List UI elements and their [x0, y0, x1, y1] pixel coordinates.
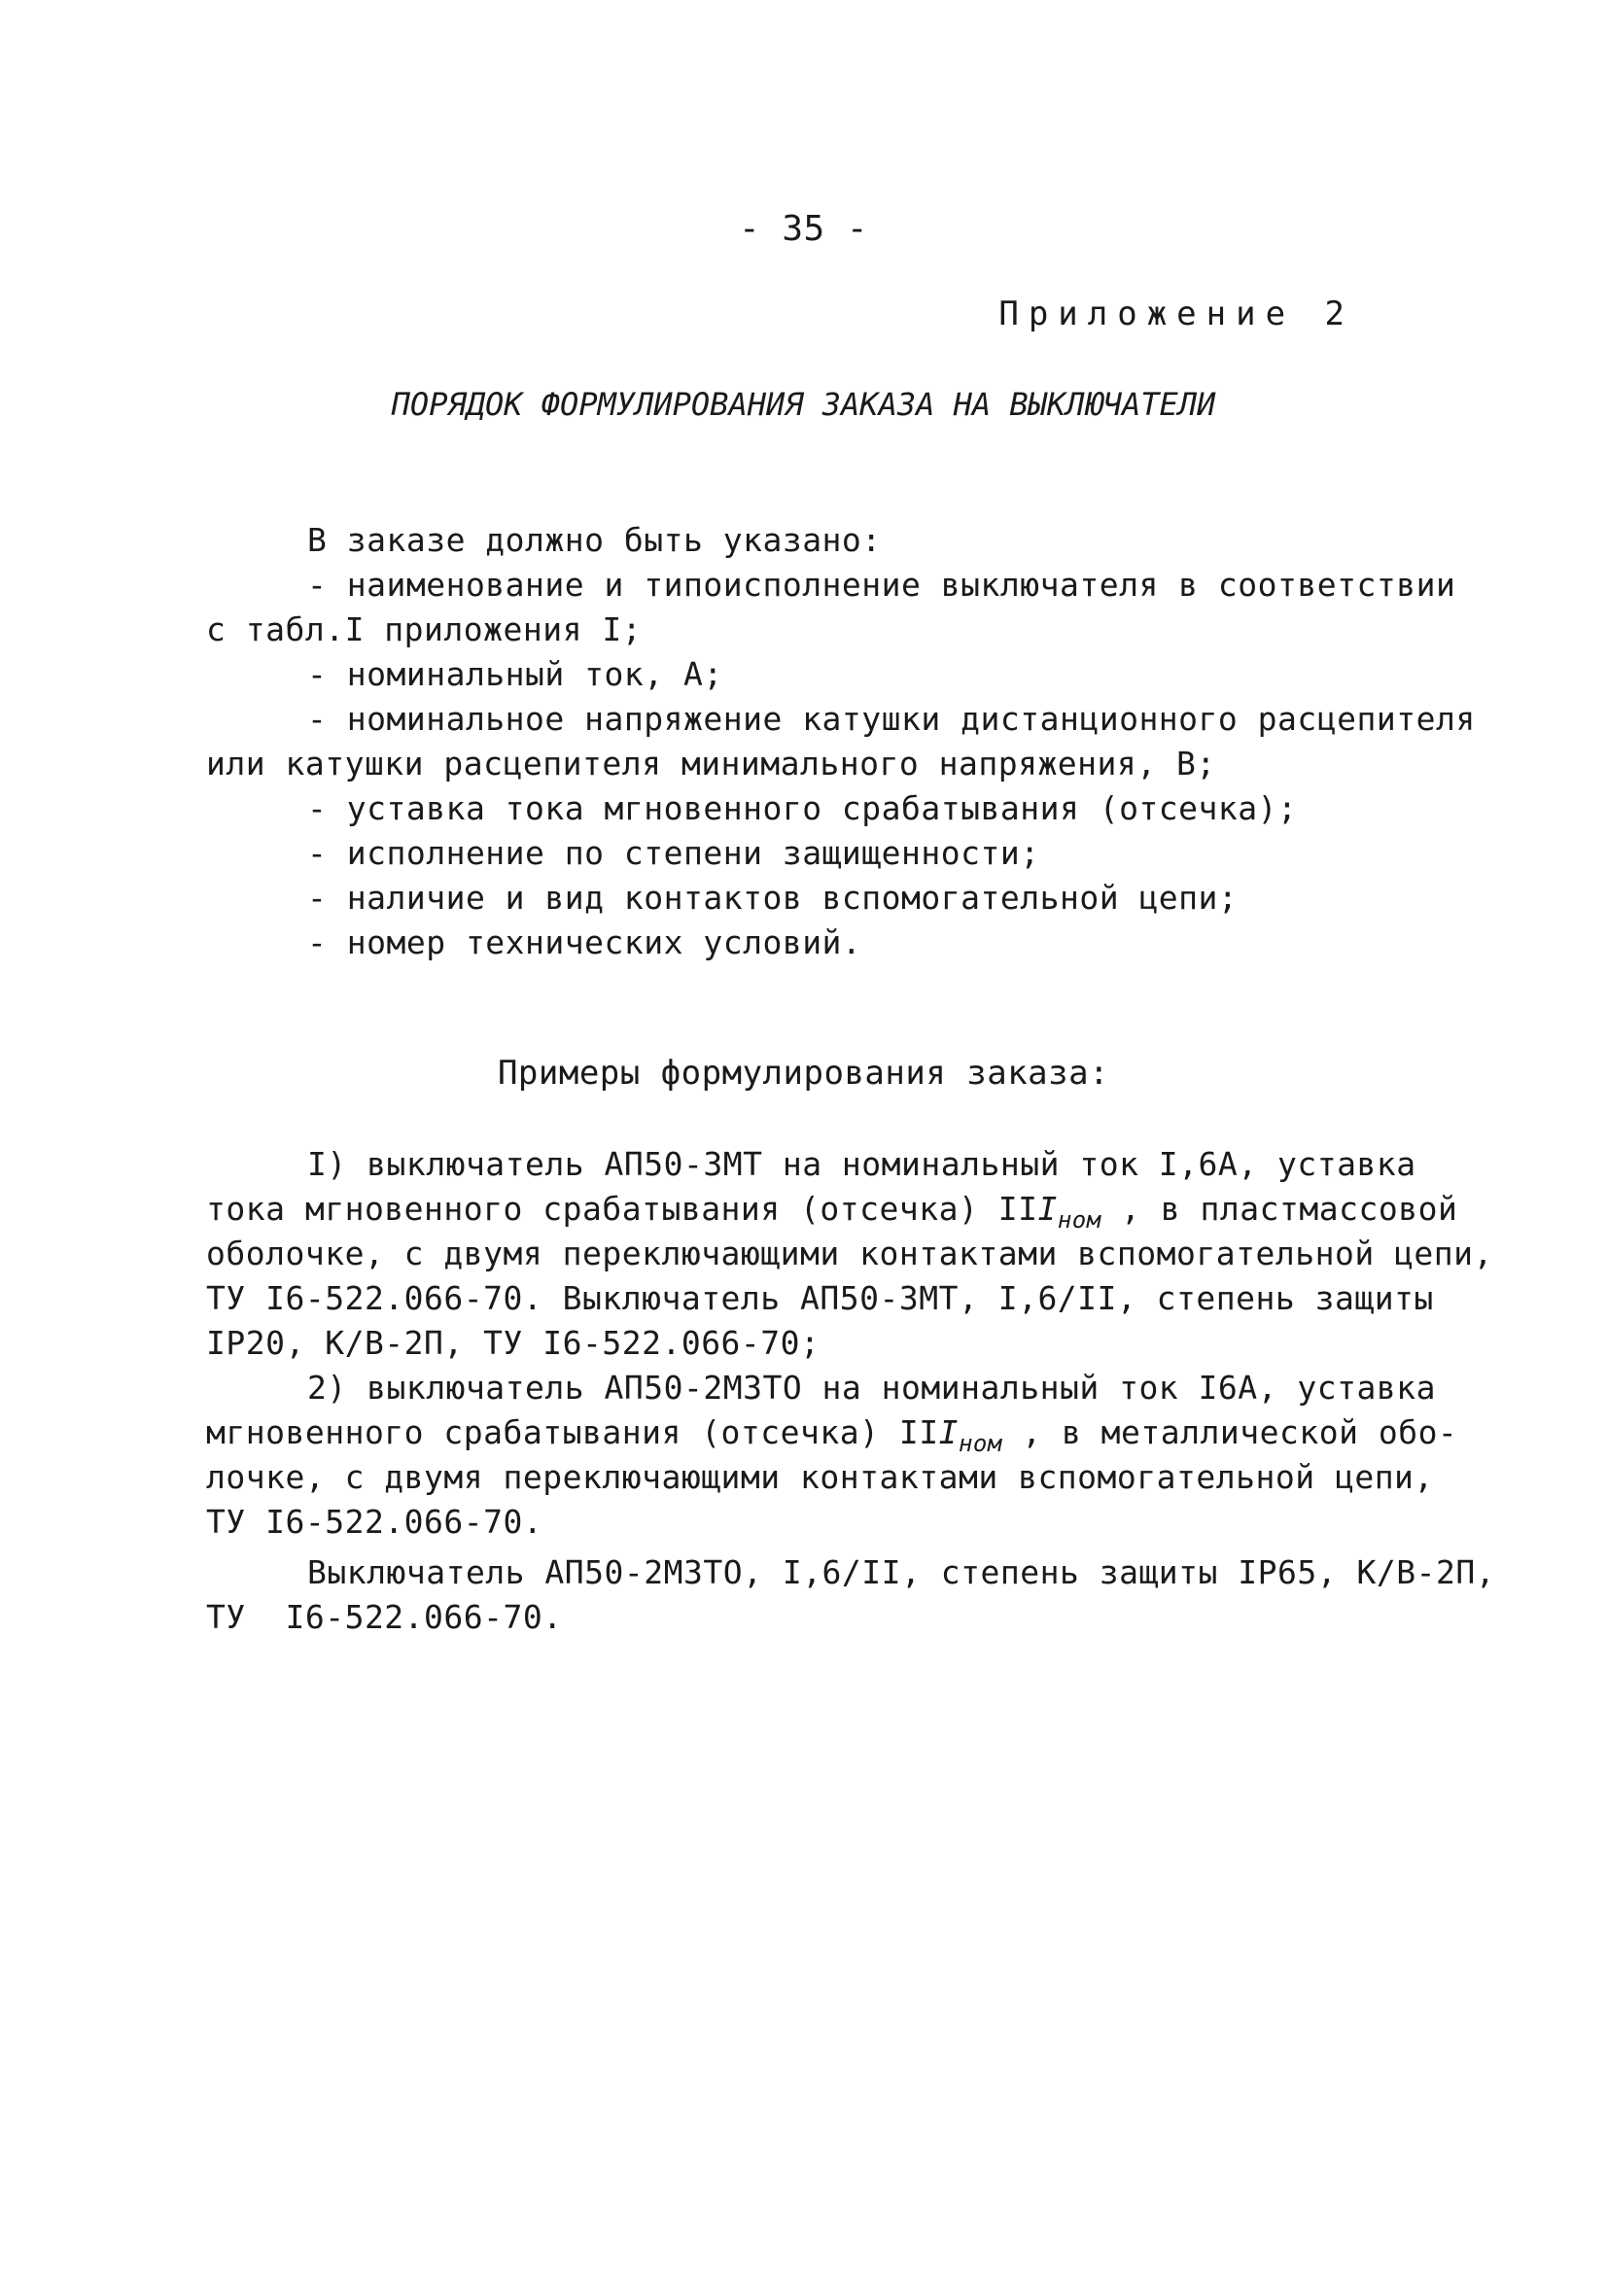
example2-line: 2) выключатель АП50-2МЗТО на номинальный ток I6А, уставка — [307, 1369, 1436, 1407]
current-symbol: I — [1037, 1190, 1058, 1228]
requirement-line: - номинальное напряжение катушки дистанционного расцепителя — [307, 700, 1476, 738]
requirement-line: или катушки расцепителя минимального напряжения, В; — [206, 745, 1216, 783]
text-fragment: , в пластмассовой — [1100, 1190, 1458, 1228]
example1-line: ТУ I6-522.066-70. Выключатель АП50-3МТ, I,6/II, степень защиты — [206, 1279, 1434, 1317]
current-symbol: I — [938, 1413, 959, 1451]
requirement-line: с табл.I приложения I; — [206, 610, 643, 648]
requirements-intro: В заказе должно быть указано: — [307, 521, 882, 559]
example1-line: оболочке, с двумя переключающими контактами вспомогательной цепи, — [206, 1235, 1493, 1272]
page-number: - 35 - — [738, 209, 869, 249]
examples-heading: Примеры формулирования заказа: — [497, 1054, 1110, 1093]
requirement-line: - номер технических условий. — [307, 923, 862, 961]
requirement-line: - наличие и вид контактов вспомогательной цепи; — [307, 879, 1239, 917]
requirement-line: - номинальный ток, А; — [307, 655, 723, 693]
current-subscript: ном — [958, 1430, 1002, 1457]
example2-line: ТУ I6-522.066-70. — [206, 1598, 563, 1636]
example2-line: Выключатель АП50-2МЗТО, I,6/II, степень защиты IP65, К/В-2П, — [307, 1553, 1496, 1591]
example1-line-current — [206, 1190, 1457, 1232]
example2-line-current — [206, 1413, 1457, 1455]
example1-line: IP20, К/В-2П, ТУ I6-522.066-70; — [206, 1324, 821, 1362]
requirement-line: - наименование и типоисполнение выключателя в соответствии — [307, 566, 1456, 604]
section-heading: ПОРЯДОК ФОРМУЛИРОВАНИЯ ЗАКАЗА НА ВЫКЛЮЧАТЕЛИ — [391, 386, 1216, 423]
current-subscript: ном — [1057, 1206, 1101, 1234]
requirement-line: - исполнение по степени защищенности; — [307, 834, 1040, 872]
text-fragment: , в металлической обо- — [1001, 1413, 1458, 1451]
text-fragment: мгновенного срабатывания (отсечка) II — [206, 1413, 939, 1451]
appendix-label: Приложение 2 — [998, 295, 1354, 333]
example2-line: лочке, с двумя переключающими контактами вспомогательной цепи, — [206, 1458, 1434, 1496]
requirement-line: - уставка тока мгновенного срабатывания (отсечка); — [307, 789, 1298, 827]
example1-line: I) выключатель АП50-3МТ на номинальный ток I,6А, уставка — [307, 1145, 1416, 1183]
example2-line: ТУ I6-522.066-70. — [206, 1503, 543, 1541]
text-fragment: тока мгновенного срабатывания (отсечка) II — [206, 1190, 1038, 1228]
